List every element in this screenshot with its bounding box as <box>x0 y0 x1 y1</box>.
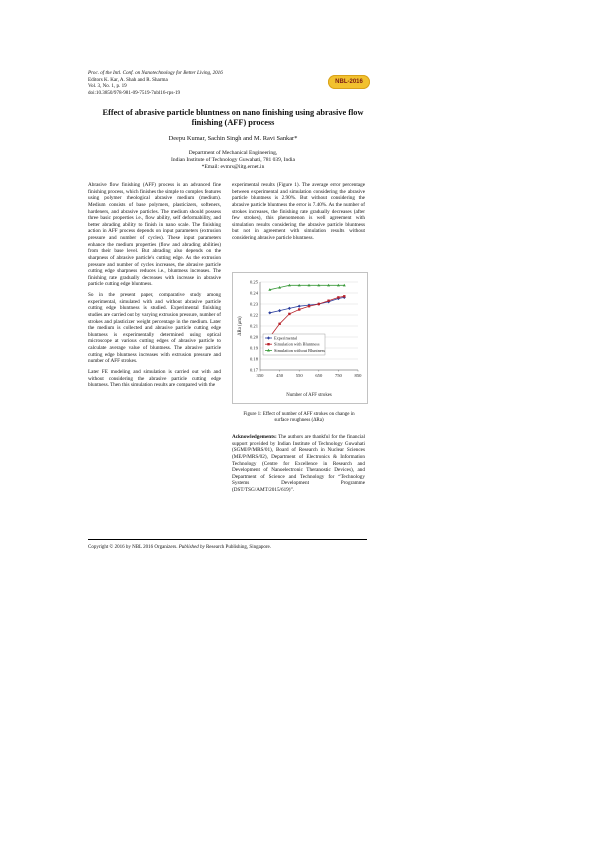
data-point-square <box>337 296 339 298</box>
y-tick-label: 0.18 <box>249 356 258 362</box>
y-tick-label: 0.20 <box>249 334 258 340</box>
y-tick-label: 0.24 <box>249 290 258 296</box>
proceedings-line: Proc. of the Intl. Conf. on Nanotechnology for Better Living, 2016 <box>88 70 223 76</box>
volume-line: Vol. 3, No. 1, p. 19 <box>88 83 127 90</box>
acknowledgements-text: The authors are thankful for the financial support provided by Indian Institute of Technology Guwahati (SGMI/P/MRS/01), Board of Research in Nuclear Sciences (ME/P/MRS/02), Department of Electronics & Information Technology (Centre for Excellence in Research and Development of Nanoelectronic Theranostic Devices), and Department of Science and Technology for “Technology Systems Development Programme (DST/TSG/AMT/2015/619)”. <box>232 434 365 493</box>
x-tick-label: 350 <box>256 373 264 378</box>
legend-label: Simulation with Bluntness <box>274 341 320 347</box>
data-point-square <box>278 323 280 325</box>
data-point-square <box>298 308 300 310</box>
x-tick-label: 750 <box>334 373 342 378</box>
x-tick-label: 850 <box>354 373 362 378</box>
paragraph: So in the present paper, comparative study among experimental, simulated with and without abrasive particle cutting edge bluntness is studied. Experimental finishing studies are carried out by varying extrusion pressure, number of strokes and plasticizer weight percentage in the medium. Later the medium is collected and abrasive particle cutting edge bluntness is experimentally determined using optical microscope at various cutting edges of abrasive particle to calculate average value of bluntness. The abrasive particle cutting edge bluntness increases with extrusion pressure and number of AFF strokes. <box>88 292 221 365</box>
conference-logo: NBL-2016 <box>328 75 370 89</box>
data-point-square <box>267 343 269 345</box>
acknowledgements <box>232 434 365 498</box>
data-point-square <box>318 303 320 305</box>
left-column <box>88 182 221 393</box>
y-tick-label: 0.23 <box>249 301 258 307</box>
editors-line: Editors K. Kar, A. Shah and R. Sharma <box>88 76 168 83</box>
legend-label: Experimental <box>274 335 298 341</box>
paragraph: Abrasive flow finishing (AFF) process is an advanced fine finishing process, which finishes the simple to complex features using polymer rheological abrasive medium (medium). Medium consists of base polymers, plasticizers, softeners, hardeners, and abrasive particles. The medium should possess three basic properties i.e., flow ability, self deformability, and better abrading ability to finish in nano scale. The finishing action in AFF process depends on input parameters (extrusion pressure and number of cycles). These input parameters enhance the medium properties (flow and abrading abilities) from their base level. But abrading also depends on the sharpness of abrasive particle's cutting edge. As the extrusion pressure and number of cycles increases, the abrasive particle cutting edge sharpness reduces i.e., bluntness increases. The finishing rate gradually decreases with increase in abrasive particle cutting edge bluntness. <box>88 182 221 288</box>
email: *Email: evmrs@iitg.ernet.in <box>201 164 265 171</box>
x-axis-label: Number of AFF strokes <box>286 393 332 398</box>
doi-line: doi:10.3850/978-981-09-7519-7nbl16-rps-19 <box>88 89 181 96</box>
paragraph: Later FE modeling and simulation is carried out with and without considering the abrasive particle cutting edge bluntness. Then this simulation results are compared with the <box>88 368 221 389</box>
copyright-prefix: Copyright © 2016 by NBL 2016 Organizers. <box>88 545 179 550</box>
publication-header <box>88 70 318 96</box>
department: Department of Mechanical Engineering, <box>188 150 278 156</box>
data-point-square <box>288 313 290 315</box>
x-tick-label: 450 <box>276 373 284 378</box>
y-axis-label: ΔRa (μm) <box>238 316 243 336</box>
acknowledgements-heading: Acknowledgements: <box>232 434 277 440</box>
institute: Indian Institute of Technology Guwahati, 781 039, India <box>170 157 295 164</box>
y-tick-label: 0.21 <box>249 323 258 329</box>
x-tick-label: 550 <box>295 373 303 378</box>
paper-title: Effect of abrasive particle bluntness on nano finishing using abrasive flow finishing (AFF) process <box>102 108 364 128</box>
data-point-square <box>308 305 310 307</box>
figure-1-chart <box>232 272 368 404</box>
footer-rule <box>88 539 367 540</box>
figure-caption: Figure 1: Effect of number of AFF strokes on change in surface roughness (ΔRa) <box>243 412 355 424</box>
y-tick-label: 0.25 <box>249 279 258 285</box>
copyright-notice <box>88 545 271 550</box>
data-point-square <box>343 295 345 297</box>
copyright-suffix: Research Publishing, Singapore. <box>204 545 271 550</box>
right-column-text <box>232 182 365 246</box>
data-point-square <box>327 300 329 302</box>
x-tick-label: 650 <box>315 373 323 378</box>
affiliation <box>88 150 378 172</box>
legend-label: Simulation without Bluntness <box>274 347 326 353</box>
paragraph: experimental results (Figure 1). The average error percentage between experimental and simulation considering the abrasive particle bluntness is 2.90%. But without considering the abrasive particle bluntness the error is 7.40%. As the number of strokes increases, the finishing rate gradually decreases (after few strokes), this phenomenon is well agreement with simulation results considering the abrasive particle bluntness but not in agreement with simulation results without considering abrasive particle bluntness. <box>232 182 365 241</box>
y-tick-label: 0.17 <box>249 367 258 373</box>
published-by: Published by <box>178 545 205 550</box>
y-tick-label: 0.22 <box>249 312 258 318</box>
y-tick-label: 0.19 <box>249 345 258 351</box>
authors: Deepu Kumar, Sachin Singh and M. Ravi Sankar* <box>168 135 298 142</box>
